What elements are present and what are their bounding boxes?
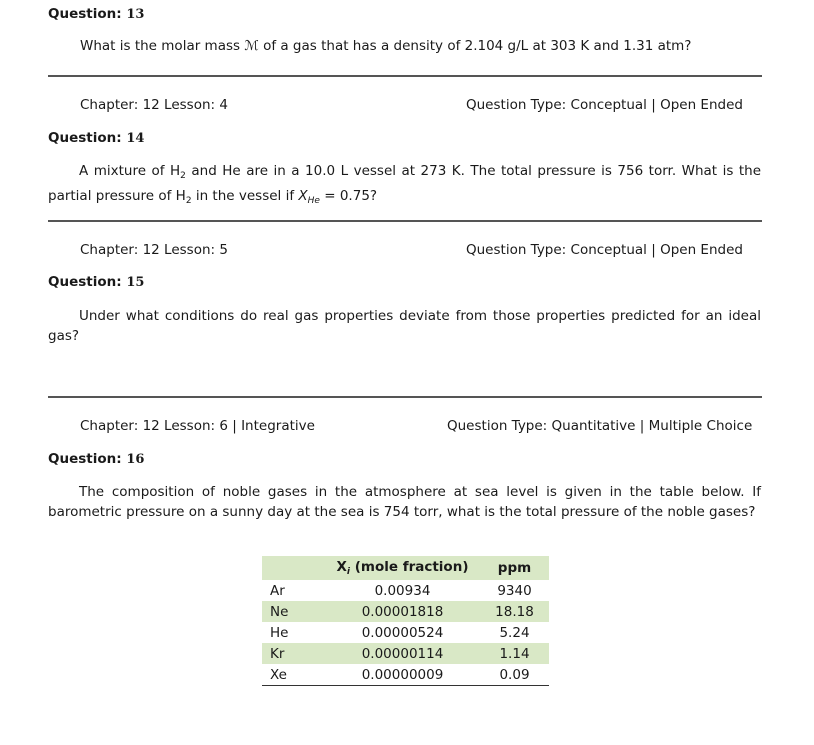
cell-element: Xe — [270, 666, 287, 683]
chapter-lesson-14: Chapter: 12 Lesson: 4 — [80, 97, 228, 113]
cell-ppm: 1.14 — [480, 643, 549, 664]
table-row — [262, 622, 549, 643]
question-type-14: Question Type: Conceptual | Open Ended — [466, 97, 743, 113]
subscript: 2 — [180, 171, 186, 181]
cell-ppm: 9340 — [497, 582, 532, 599]
cell-element: He — [270, 624, 289, 641]
noble-gas-table — [262, 556, 549, 686]
table-row — [262, 643, 549, 664]
question-number: 15 — [126, 275, 145, 290]
question-number: 14 — [126, 131, 145, 146]
cell-ppm: 0.09 — [499, 666, 530, 683]
cell-mole-fraction: 0.00000524 — [361, 624, 444, 641]
cell-mole-fraction: 0.00001818 — [325, 601, 480, 622]
table-row — [262, 601, 549, 622]
cell-element: Kr — [262, 643, 325, 664]
header-subscript: i — [346, 567, 351, 577]
question-13-text: What is the molar mass ℳ of a gas that has a density of 2.104 g/L at 303 K and 1.31 atm? — [80, 38, 692, 54]
chapter-lesson-15: Chapter: 12 Lesson: 5 — [80, 242, 228, 258]
question-label-text: Question: — [48, 130, 122, 146]
header-rest: (mole fraction) — [350, 559, 469, 575]
question-16-text: The composition of noble gases in the atmosphere at sea level is given in the table below. If barometric pressure on a sunny day at the sea is 754 torr, what is the total pressure of the noble gases? — [48, 484, 761, 520]
text-run: = 0.75? — [319, 187, 378, 204]
symbol-x: X — [298, 187, 308, 204]
symbol-subscript: He — [307, 195, 320, 206]
table-header-row — [262, 556, 549, 580]
subscript: 2 — [185, 195, 192, 206]
table-row — [262, 580, 549, 601]
question-15-label — [48, 274, 144, 290]
question-15-text: Under what conditions do real gas properties deviate from those properties predicted for an ideal gas? — [48, 308, 761, 344]
question-type-16: Question Type: Quantitative | Multiple Choice — [447, 418, 753, 434]
divider — [48, 396, 762, 398]
cell-ppm: 18.18 — [480, 601, 549, 622]
question-16-label — [48, 451, 144, 467]
question-13-label — [48, 6, 144, 22]
cell-element: Ne — [262, 601, 325, 622]
cell-mole-fraction: 0.00000114 — [325, 643, 480, 664]
question-number: 16 — [126, 452, 145, 467]
table-header-ppm: ppm — [480, 556, 549, 580]
question-14-text — [48, 162, 761, 211]
question-14-label — [48, 130, 144, 146]
question-type-15: Question Type: Conceptual | Open Ended — [466, 242, 743, 258]
cell-mole-fraction: 0.00934 — [374, 582, 431, 599]
text-run: and He are in a 10.0 L vessel at 273 K. The total pressure is 756 torr. What is the partial pressure of H — [48, 163, 761, 204]
cell-mole-fraction: 0.00000009 — [361, 666, 444, 683]
text-run: A mixture of H — [79, 163, 181, 179]
question-label-text: Question: — [48, 451, 122, 467]
table-header-element — [262, 556, 325, 580]
question-number: 13 — [126, 7, 145, 22]
question-label-text: Question: — [48, 6, 122, 22]
divider — [48, 75, 762, 77]
table-header-mole-fraction — [325, 556, 480, 580]
cell-ppm: 5.24 — [499, 624, 530, 641]
cell-element: Ar — [270, 582, 285, 599]
header-x: X — [336, 559, 347, 575]
question-label-text: Question: — [48, 274, 122, 290]
divider — [48, 220, 762, 222]
mole-fraction-symbol — [298, 188, 320, 204]
text-run: in the vessel if — [191, 187, 299, 204]
chapter-lesson-16: Chapter: 12 Lesson: 6 | Integrative — [80, 418, 315, 434]
table-row — [262, 664, 549, 686]
